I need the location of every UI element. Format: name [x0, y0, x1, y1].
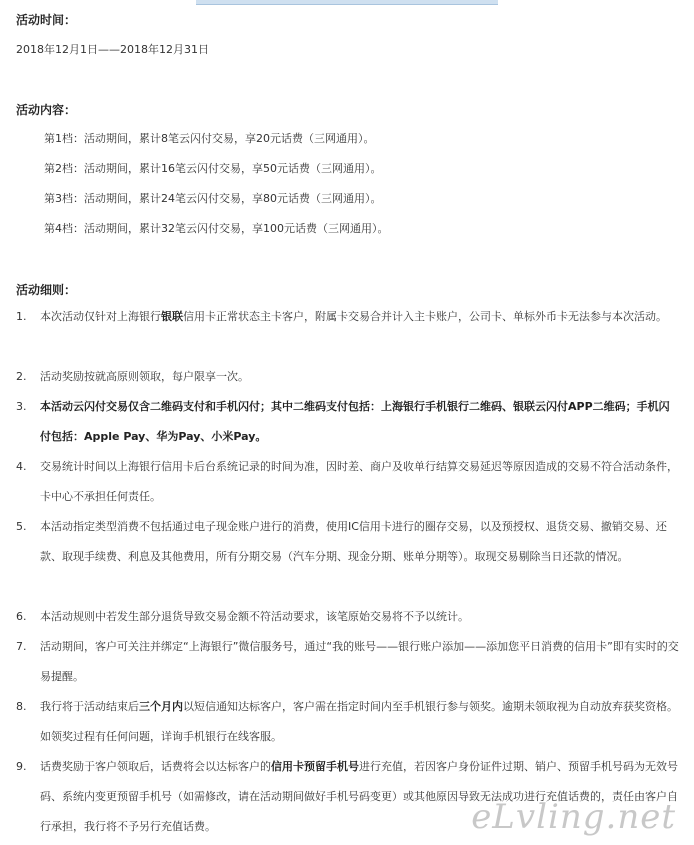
rule-text: 活动奖励按就高原则领取，每户限享一次。	[40, 370, 249, 383]
rule-number: 5.	[16, 520, 27, 533]
time-heading: 活动时间：	[16, 13, 77, 27]
rule-number: 4.	[16, 460, 27, 473]
rule-number: 9.	[16, 760, 27, 773]
rule-number: 6.	[16, 610, 27, 623]
rule-text: 话费奖励于客户领取后，话费将会以达标客户的信用卡预留手机号进行充值，若因客户身份证件过期、销户、预留手机号码为无效号码、系统内变更预留手机号（如需修改，请在活动期间做好手机号码变更）或其他原因导致无法成功进行充值话费的，责任由客户自行承担，我行将不予另行充值话费。	[40, 760, 678, 833]
rule-text: 本活动规则中若发生部分退货导致交易金额不符活动要求，该笔原始交易将不予以统计。	[40, 610, 469, 623]
tier-item: 第2档：活动期间，累计16笔云闪付交易，享50元话费（三网通用）。	[44, 162, 382, 175]
top-banner-image	[196, 0, 498, 5]
rule-item	[16, 362, 680, 392]
content-heading: 活动内容：	[16, 103, 77, 117]
rule-number: 7.	[16, 640, 27, 653]
rule-item	[16, 512, 680, 572]
rule-text: 我行将于活动结束后三个月内以短信通知达标客户，客户需在指定时间内至手机银行参与领奖。逾期未领取视为自动放弃获奖资格。如领奖过程有任何问题，详询手机银行在线客服。	[40, 700, 678, 743]
rule-text: 本活动云闪付交易仅含二维码支付和手机闪付；其中二维码支付包括：上海银行手机银行二维码、银联云闪付APP二维码；手机闪付包括：Apple Pay、华为Pay、小米Pay。	[40, 400, 670, 443]
rule-item	[16, 602, 680, 632]
rule-number: 1.	[16, 310, 27, 323]
rule-number: 8.	[16, 700, 27, 713]
tier-item: 第4档：活动期间，累计32笔云闪付交易，享100元话费（三网通用）。	[44, 222, 389, 235]
activity-dates: 2018年12月1日——2018年12月31日	[16, 43, 209, 56]
tier-item: 第1档：活动期间，累计8笔云闪付交易，享20元话费（三网通用）。	[44, 132, 375, 145]
rules-heading: 活动细则：	[16, 283, 77, 297]
rule-number: 2.	[16, 370, 27, 383]
rule-text: 本次活动仅针对上海银行银联信用卡正常状态主卡客户，附属卡交易合并计入主卡账户，公司卡、单标外币卡无法参与本次活动。	[40, 310, 667, 323]
rule-text: 活动期间，客户可关注并绑定“上海银行”微信服务号，通过“我的账号——银行账户添加——添加您平日消费的信用卡”即有实时的交易提醒。	[40, 640, 679, 683]
rule-text: 本活动指定类型消费不包括通过电子现金账户进行的消费，使用IC信用卡进行的圈存交易，以及预授权、退货交易、撤销交易、还款、取现手续费、利息及其他费用，所有分期交易（汽车分期、现金分期、账单分期等）。取现交易剔除当日还款的情况。	[40, 520, 667, 563]
rule-item	[16, 392, 680, 452]
rule-item	[16, 632, 680, 692]
rule-item	[16, 302, 680, 332]
rule-item	[16, 692, 680, 752]
site-watermark: eLvling.net	[471, 797, 676, 837]
rule-number: 3.	[16, 400, 27, 413]
rule-text: 交易统计时间以上海银行信用卡后台系统记录的时间为准，因时差、商户及收单行结算交易延迟等原因造成的交易不符合活动条件，卡中心不承担任何责任。	[40, 460, 678, 503]
rule-item	[16, 452, 680, 512]
tier-item: 第3档：活动期间，累计24笔云闪付交易，享80元话费（三网通用）。	[44, 192, 382, 205]
